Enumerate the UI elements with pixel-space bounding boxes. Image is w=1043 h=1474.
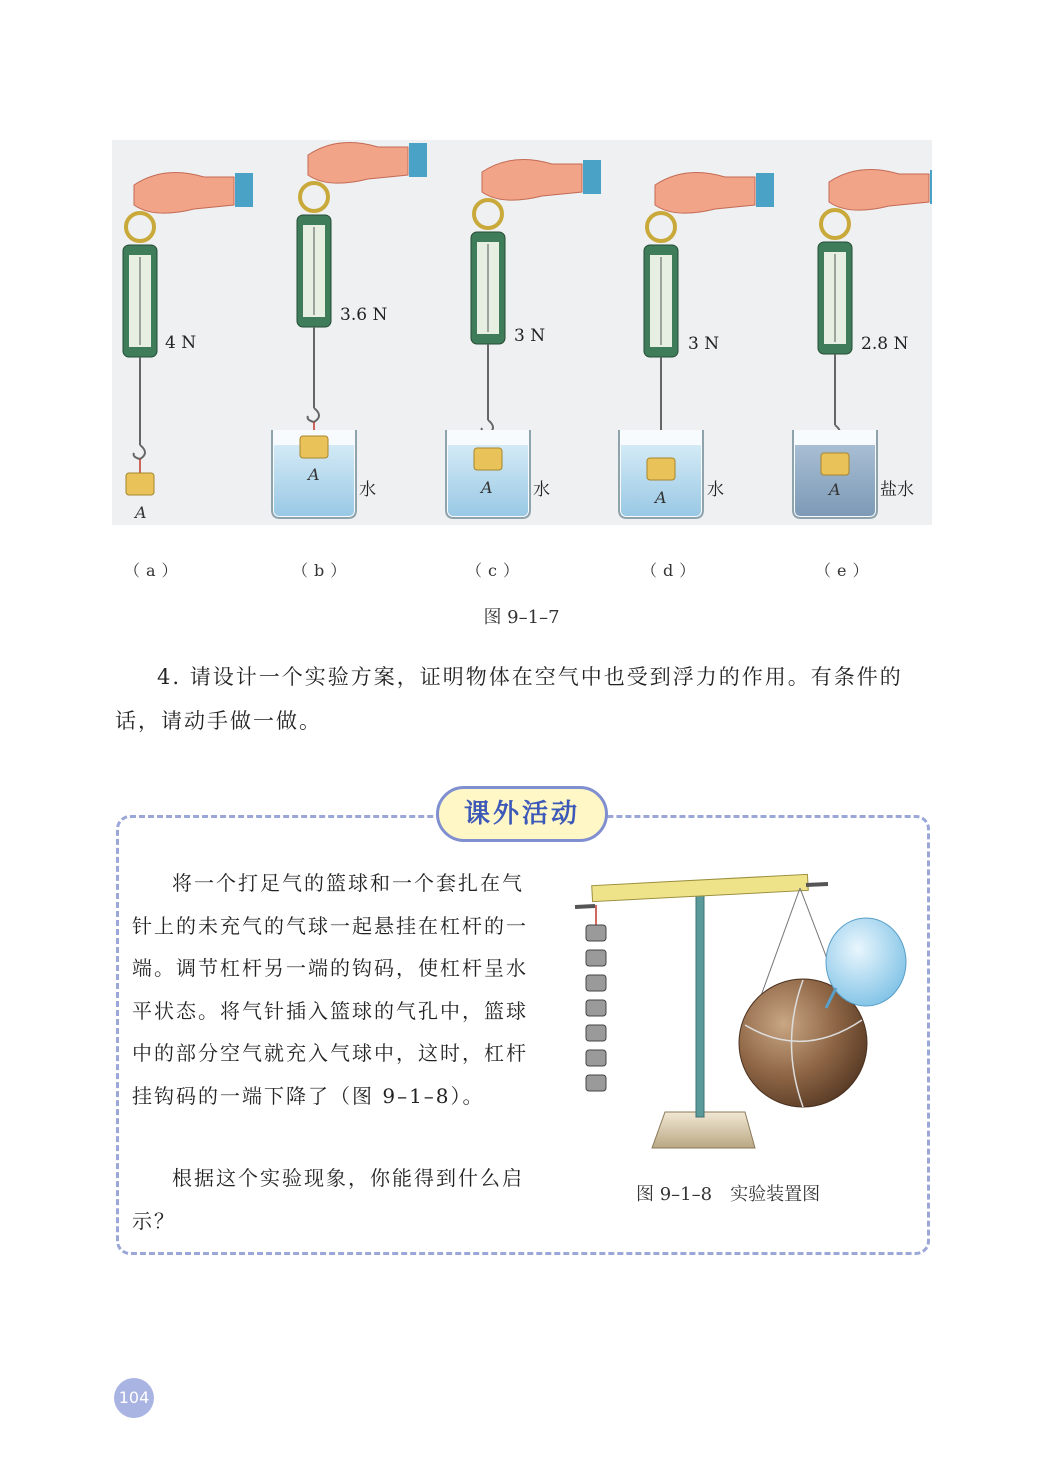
hand-icon	[134, 173, 234, 214]
activity-paragraph-2: 根据这个实验现象，你能得到什么启示？	[132, 1166, 524, 1233]
reading-a: 4 N	[165, 333, 197, 353]
sleeve-cuff	[409, 143, 427, 177]
page-number: 104	[114, 1378, 154, 1418]
figure-caption-9-1-8: 图 9–1–8 实验装置图	[636, 1184, 821, 1205]
sleeve-cuff	[583, 160, 601, 194]
sleeve-cuff	[235, 173, 253, 207]
hand-icon	[655, 173, 755, 214]
hand-icon	[308, 143, 408, 184]
liquid-label-d: 水	[707, 480, 724, 500]
figure-caption-9-1-7: 图 9–1–7	[483, 607, 560, 628]
ring-icon	[474, 200, 502, 228]
liquid-label-e: 盐水	[880, 480, 914, 500]
reading-e: 2.8 N	[861, 334, 909, 354]
activity-paragraph-1: 将一个打足气的篮球和一个套扎在气针上的未充气的气球一起悬挂在杠杆的一端。调节杠杆另一端的钩码，使杠杆呈水平状态。将气针插入篮球的气孔中，篮球中的部分空气就充入气球中，这时，杠杆挂钩码的一端下降了（图 9–1–8）。	[132, 871, 528, 1108]
hook-icon	[308, 408, 319, 422]
object-block-A	[300, 436, 328, 458]
liquid-label-c: 水	[533, 480, 550, 500]
sleeve-cuff	[756, 173, 774, 207]
activity-title: 课外活动	[436, 786, 608, 842]
sublabel-a: （a）	[124, 561, 184, 580]
object-block-A	[474, 448, 502, 470]
object-block-A	[647, 458, 675, 480]
hand-icon	[829, 170, 929, 211]
sublabel-c: （c）	[466, 561, 525, 580]
object-label-a: A	[135, 503, 147, 522]
hook-icon	[134, 445, 145, 459]
object-block-A	[821, 453, 849, 475]
object-label-b: A	[308, 465, 320, 484]
sublabel-b: （b）	[292, 561, 353, 580]
ring-icon	[126, 213, 154, 241]
reading-d: 3 N	[688, 334, 720, 354]
object-label-e: A	[829, 480, 841, 499]
sleeve-cuff	[930, 170, 932, 204]
ring-icon	[300, 183, 328, 211]
ring-icon	[821, 210, 849, 238]
object-label-c: A	[481, 478, 493, 497]
ring-icon	[647, 213, 675, 241]
object-label-d: A	[655, 488, 667, 507]
sublabel-e: （e）	[815, 561, 875, 580]
object-block-A	[126, 473, 154, 495]
hand-icon	[482, 160, 582, 201]
liquid-label-b: 水	[359, 480, 376, 500]
sublabel-d: （d）	[641, 561, 702, 580]
reading-c: 3 N	[514, 326, 546, 346]
reading-b: 3.6 N	[340, 305, 388, 325]
question-4: 4. 请设计一个实验方案，证明物体在空气中也受到浮力的作用。有条件的话，请动手做一做。	[115, 665, 903, 733]
